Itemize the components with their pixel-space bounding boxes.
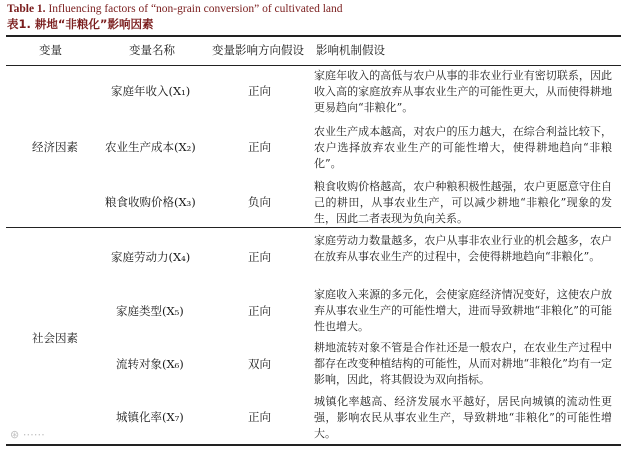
header-name: 变量名称 (129, 43, 175, 57)
variable-direction: 负向 (248, 195, 271, 209)
variable-name: 家庭劳动力(X₄) (111, 250, 191, 264)
variable-mechanism: 城镇化率越高、经济发展水平越好，居民向城镇的流动性更强，影响农民从事农业生产，导致耕地“非粮化”的可能性增大。 (314, 395, 612, 440)
variable-mechanism: 家庭年收入的高低与农户从事的非农业行业有密切联系，因此收入高的家庭放弃从事农业生产的可能性更大，从而使得耕地更易趋向“非粮化”。 (314, 69, 612, 114)
variable-name: 家庭年收入(X₁) (111, 84, 191, 98)
caption-label: Table 1. (7, 3, 46, 15)
variable-mechanism: 农业生产成本越高，对农户的压力越大，在综合利益比较下，农户选择放弃农业生产的可能性增大，使得耕地趋向“非粮化”。 (314, 125, 612, 170)
variable-direction: 正向 (248, 410, 271, 424)
caption-english-text: Influencing factors of “non-grain conversion” of cultivated land (45, 3, 343, 15)
variable-mechanism: 家庭劳动力数量越多，农户从事非农业行业的机会越多，农户在放弃从事农业生产的过程中，会使得耕地趋向“非粮化”。 (314, 234, 612, 263)
variable-mechanism: 家庭收入来源的多元化，会使家庭经济情况变好，这使农户放弃从事农业生产的可能性增大，进而导致耕地“非粮化”的可能性也增大。 (314, 288, 612, 333)
watermark-logo: ⊛ ⋯⋯ (10, 428, 45, 441)
variable-direction: 双向 (248, 357, 271, 371)
variable-name: 农业生产成本(X₂) (105, 140, 196, 154)
caption-english (7, 2, 343, 17)
table-header-rule (6, 65, 621, 66)
group-category: 经济因素 (32, 140, 78, 154)
variable-direction: 正向 (248, 140, 271, 154)
variable-mechanism: 耕地流转对象不管是合作社还是一般农户，在农业生产过程中都存在改变种植结构的可能性，从而对耕地“非粮化”均有一定影响，因此，将其假设为双向指标。 (314, 341, 612, 386)
group-category: 社会因素 (32, 331, 78, 345)
variable-direction: 正向 (248, 84, 271, 98)
variable-mechanism: 粮食收购价格越高，农户种粮积极性越强，农户更愿意守住自己的耕田，从事农业生产，可以减少耕地“非粮化”现象的发生，因此二者表现为负向关系。 (314, 180, 612, 225)
table-group-divider (6, 227, 621, 228)
variable-name: 家庭类型(X₅) (116, 304, 184, 318)
variable-direction: 正向 (248, 304, 271, 318)
table-bottom-rule (6, 444, 621, 446)
header-category: 变量 (39, 43, 62, 57)
header-direction: 变量影响方向假设 (212, 43, 304, 57)
table-top-rule (6, 35, 621, 37)
variable-direction: 正向 (248, 250, 271, 264)
variable-name: 粮食收购价格(X₃) (105, 195, 196, 209)
caption-chinese: 表1. 耕地“非粮化”影响因素 (7, 17, 154, 31)
table-caption (7, 2, 343, 32)
header-mechanism: 影响机制假设 (316, 43, 385, 57)
variable-name: 流转对象(X₆) (116, 357, 184, 371)
variable-name: 城镇化率(X₇) (116, 410, 184, 424)
